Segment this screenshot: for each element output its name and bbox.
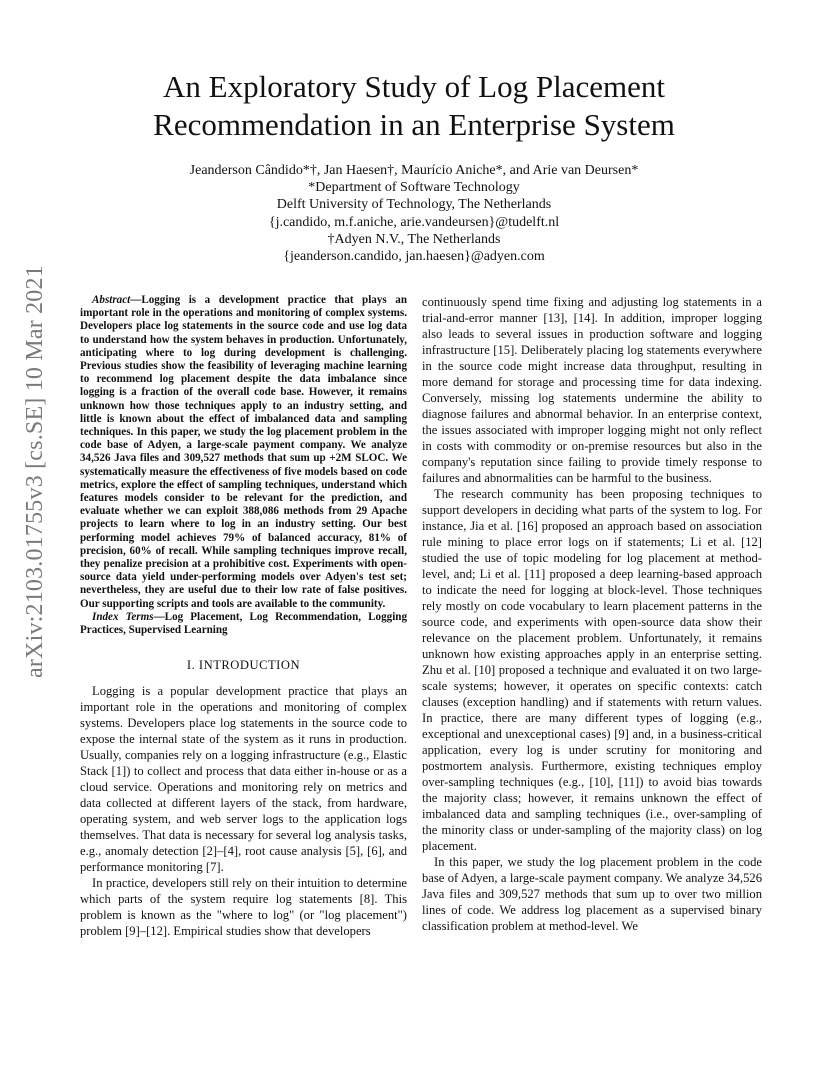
author-emails-tudelft: {j.candido, m.f.aniche, arie.vandeursen}@tudelft.nl (268, 214, 560, 230)
intro-paragraph-4: The research community has been proposing techniques to support developers in deciding what parts of the system to log. For instance, Jia et al. [16] proposed an approach based on association rule mining to place error logs on if statements; Li et al. [12] studied the use of topic modeling for log placement at method-level, and; Li et al. [11] proposed a deep learning-based approach to indicate the need for logging at block-level. Those techniques rely mostly on code vocabulary to learn placement patterns in the source code, and experiments with open-source data show their relevance on the placement problem. Unfortunately, it remains unknown how existing approaches apply in an enterprise setting. Zhu et al. [10] proposed a technique and evaluated it on two large-scale systems; however, it operates on specific contexts: catch clauses (exception handling) and if statements with return values. In practice, there are many different types of logging (e.g., exceptional and unexceptional cases) [9] and, in a business-critical application, every log is under scrutiny for monitoring and postmortem analysis. Furthermore, existing techniques employ over-sampling techniques (e.g., [10], [11]) to avoid bias towards the majority class; however, it remains unknown the effect of imbalanced data and sampling techniques (i.e., over-sampling of the minority class or under-sampling of the majority class) on log placement. (422, 487, 762, 853)
intro-paragraph-2: In practice, developers still rely on their intuition to determine which parts of the system require log statements [8]. This problem is known as the "where to log" (or "log placement") problem [9]–[12]. Empirical studies show that developers (80, 876, 407, 939)
affiliation-university: Delft University of Technology, The Netherlands (276, 197, 552, 213)
paper-title (0, 68, 828, 144)
affiliation-dept: *Department of Software Technology (308, 180, 520, 196)
index-terms-body: —Log Placement, Log Recommendation, Logging Practices, Supervised Learning (80, 610, 407, 637)
arxiv-stamp[interactable]: arXiv:2103.01755v3 [cs.SE] 10 Mar 2021 (22, 265, 48, 678)
abstract (80, 294, 407, 611)
left-column (80, 294, 407, 939)
section-heading: I. INTRODUCTION (186, 658, 301, 673)
author-names: Jeanderson Cândido*†, Jan Haesen†, Maurício Aniche*, and Arie van Deursen* (189, 163, 639, 178)
affiliation-adyen: †Adyen N.V., The Netherlands (327, 231, 501, 247)
title-line-2: Recommendation in an Enterprise System (153, 107, 675, 142)
title-line-1: An Exploratory Study of Log Placement (163, 69, 665, 104)
abstract-body: —Logging is a development practice that plays an important role in the operations and monitoring of complex systems. Developers place log statements in the source code and use log data to understand how the system behaves in production. Unfortunately, anticipating where to log during development is challenging. Previous studies show the feasibility of leveraging machine learning to recommend log placement despite the data imbalance since logging is a fraction of the overall code base. However, it remains unknown how those techniques apply to an industry setting, and little is known about the effect of imbalanced data and sampling techniques. In this paper, we study the log placement problem in the code base of Adyen, a large-scale payment company. We analyze 34,526 Java files and 309,527 methods that sum up +2M SLOC. We systematically measure the effectiveness of five models based on code metrics, explore the effect of sampling techniques, understand which features models consider to be relevant for the prediction, and evaluate whether we can exploit 388,086 methods from 29 Apache projects to learn where to log in an industry setting. Our best performing model achieves 79% of balanced accuracy, 81% of precision, 60% of recall. While sampling techniques improve recall, they penalize precision at a prohibitive cost. Experiments with open-source data yield under-performing models over Adyen's test set; nevertheless, they are useful due to their low rate of false positives. Our supporting scripts and tools are available to the community. (80, 294, 407, 610)
index-terms-lead: Index Terms (92, 610, 154, 623)
intro-paragraph-1: Logging is a popular development practice that plays an important role in the operations and monitoring of complex systems. Developers place log statements in the source code to expose the internal state of the system as it runs in production. Usually, companies rely on a logging infrastructure (e.g., Elastic Stack [1]) to collect and process that data either in-house or as a cloud service. Operations and monitoring rely on metrics and data collected at different layers of the stack, from hardware, operating system, and web server logs to the application logs themselves. That data is necessary for several log analysis tasks, e.g., anomaly detection [2]–[4], root cause analysis [5], [6], and performance monitoring [7]. (80, 684, 407, 875)
abstract-lead: Abstract (92, 294, 131, 306)
author-emails-adyen: {jeanderson.candido, jan.haesen}@adyen.com (283, 249, 545, 265)
intro-paragraph-5: In this paper, we study the log placement problem in the code base of Adyen, a large-scale payment company. We analyze 34,526 Java files and 309,527 methods that sum up to over two million lines of code. We address log placement as a supervised binary classification problem at method-level. We (422, 855, 762, 933)
index-terms (80, 611, 407, 637)
intro-paragraph-3: continuously spend time fixing and adjusting log statements in a trial-and-error manner [13], [14]. In addition, improper logging also leads to several issues in production software and logging infrastructure [15]. Deliberately placing log statements everywhere in the source code might increase data throughput, resulting in more demand for storage and processing time for data indexing. Conversely, missing log statements undermine the ability to diagnose failures and abnormal behavior. In an enterprise context, the issues associated with improper logging might not only reflect in costs with commodity or on-premise resources but also in the company's reputation since failing to provide timely response to failures and abnormalities can be harmful to the business. (422, 295, 762, 485)
right-column (422, 294, 762, 934)
author-block (0, 162, 828, 265)
